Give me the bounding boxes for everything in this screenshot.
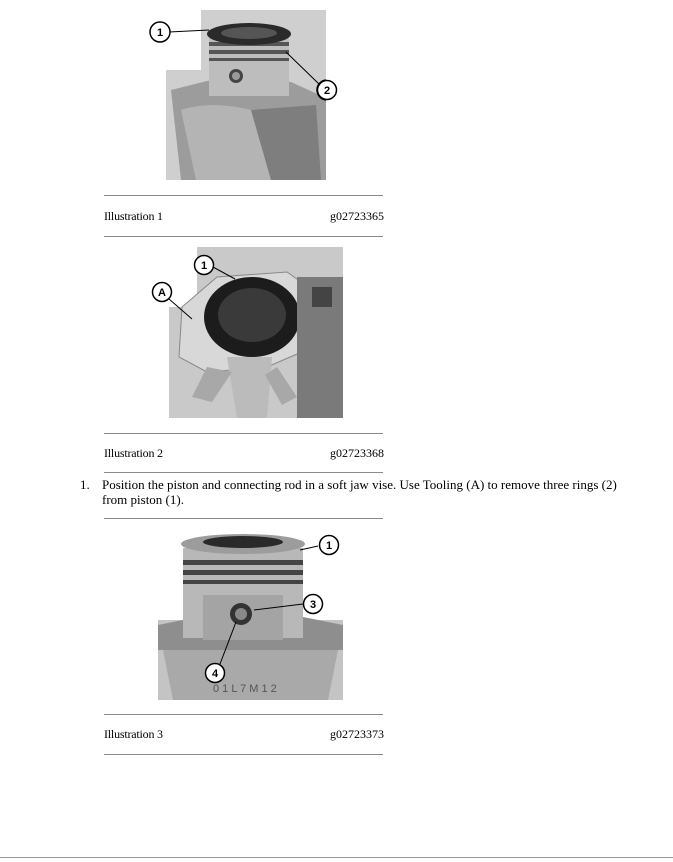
illustration-1-top-rule: [104, 195, 383, 196]
step-text: Position the piston and connecting rod in a soft jaw vise. Use Tooling (A) to remove three rings (2) from piston (1).: [102, 477, 617, 507]
illustration-2-caption: Illustration 2: [104, 446, 163, 460]
step-number: 1.: [80, 477, 90, 492]
illustration-3-top-rule: [104, 714, 383, 715]
illustration-1-graphic-id: g02723365: [330, 209, 384, 223]
illustration-1-caption: Illustration 1: [104, 209, 163, 223]
illustration-2-top-rule: [104, 433, 383, 434]
illustration-2-graphic-id: g02723368: [330, 446, 384, 460]
step-divider-rule: [104, 518, 383, 519]
illustration-3-bottom-rule: [104, 754, 383, 755]
callout-1-label: 1: [325, 540, 333, 552]
illustration-3-photo: [158, 530, 343, 700]
vise-stamp-text: 0 1 L 7 M 1 2: [213, 683, 277, 695]
callout-a-label: A: [158, 287, 166, 299]
illustration-2-photo: [147, 247, 343, 418]
illustration-2-bottom-rule: [104, 472, 383, 473]
svg-text:2: 2: [323, 85, 331, 97]
illustration-3-graphic-id: g02723373: [330, 727, 384, 741]
callout-1-label: 1: [156, 27, 164, 39]
callout-3-label: 3: [309, 599, 317, 611]
callout-4-label: 4: [211, 668, 219, 680]
illustration-1-photo: [141, 10, 326, 180]
illustration-1-bottom-rule: [104, 236, 383, 237]
callout-1-label: 1: [200, 260, 208, 272]
illustration-3-caption: Illustration 3: [104, 727, 163, 741]
callout-2-overlay: [316, 79, 340, 101]
page-bottom-rule: [0, 857, 673, 858]
